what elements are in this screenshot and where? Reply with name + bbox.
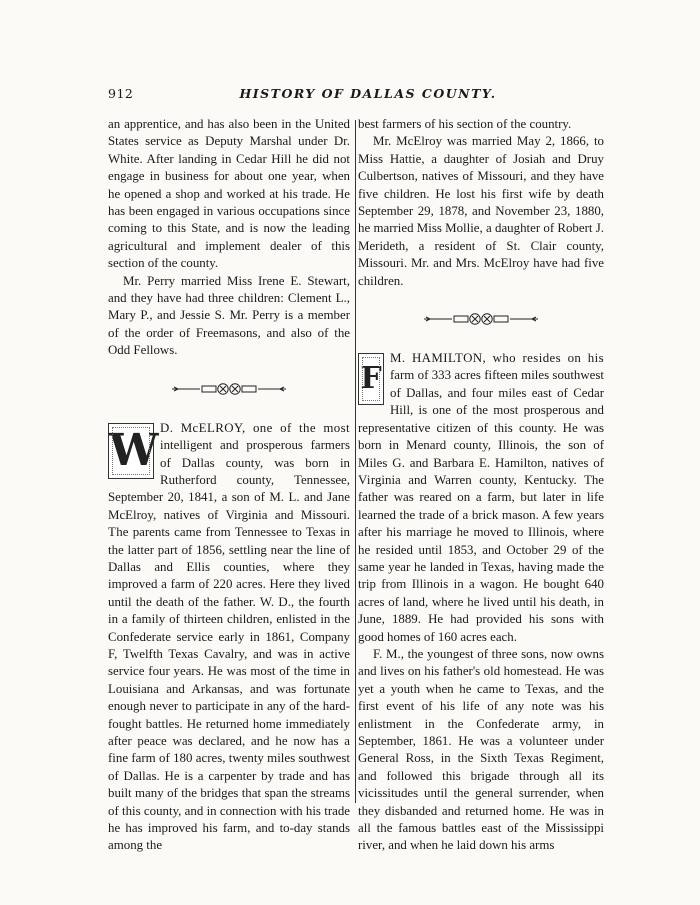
biography-mcelroy-text: D. McELROY, one of the most intelligent and prosperous farmers of Dallas county, was born in Rutherford county, Tennessee, September 20, 1841, a son of M. L. and Jane McElroy, natives of Virginia and Missouri. The parents came from Tennessee to Texas in the latter part of 1856, settling near the line of Dallas and Ellis counties, where they improved a farm of 220 acres. Here they lived until the death of the father. W. D., the fourth in a family of thirteen children, enlisted in the Confederate service early in 1861, Company F, Twelfth Texas Cavalry, and was in active service four years. He was most of the time in Louisiana and Arkansas, and was fortunate enough never to participate in any of the hard-fought battles. He returned home immediately after peace was declared, and he now has a fine farm of 180 acres, twenty miles southwest of Dallas. He is a carpenter by trade and has built many of the bridges that span the streams of this county, and in connection with his trade he has improved his farm, and to-day stands among the [108,420,350,853]
biography-hamilton-text: M. HAMILTON, who resides on his farm of 333 acres fifteen miles southwest of Dallas, and four miles east of Cedar Hill, is one of the most prosperous and representative citizen of this county. He was born in Menard county, Illinois, the son of Miles G. and Barbara E. Hamilton, natives of Virginia and Warren county, Kentucky. The father was reared on a farm, but later in life learned the trade of a brick mason. A few years after his marriage he moved to Illinois, where he resided until 1853, and October 29 of the same year he landed in Texas, having made the trip from Illinois in a wagon. He bought 640 acres of land, where he lived until his death, in June, 1889. He had provided his sons with good homes of 160 acres each. [358,351,604,644]
dropcap-letter: W [108,423,154,479]
paragraph-perry-marriage: Mr. Perry married Miss Irene E. Stewart, and they have had three children: Clement L., Mary P., and Jessie S. Mr. Perry is a member of the order of Freemasons, and also of the Odd Fellows. [108,273,350,358]
section-ornament [170,382,288,396]
paragraph-apprentice: an apprentice, and has also been in the United States service as Deputy Marshal under Dr. White. After landing in Cedar Hill he did not engage in business for about one year, when he opened a shop and worked at his trade. He has been engaged in various occupations since coming to this State, and is now the leading agricultural and implement dealer of this section of the county. [108,117,350,271]
page-header [108,86,628,106]
running-title: HISTORY OF DALLAS COUNTY. [239,86,497,101]
paragraph-best-farmers: best farmers of his section of the country. [358,117,572,131]
biography-mcelroy [108,420,350,855]
biography-hamilton [358,350,604,646]
paragraph-mcelroy-marriage: Mr. McElroy was married May 2, 1866, to Miss Hattie, a daughter of Josiah and Druy Culbertson, natives of Missouri, and they have five children. He lost his first wife by death September 29, 1878, and November 23, 1880, he married Miss Mollie, a daughter of Robert J. Merideth, a resident of St. Clair county, Missouri. Mr. and Mrs. McElroy have had five children. [358,134,604,288]
left-column [108,116,350,855]
column-divider [355,120,356,803]
page-number: 912 [108,86,134,101]
section-ornament [422,312,540,326]
dropcap-letter: F [358,353,384,405]
paragraph-fm-hamilton: F. M., the youngest of three sons, now owns and lives on his father's old homestead. He was yet a youth when he came to Texas, and the first event of his life of any note was his enlistment in the Confederate army, in September, 1861. He was a volunteer under General Ross, in the Sixth Texas Regiment, and followed this brigade through all its vicissitudes until the general surrender, when they disbanded and returned home. He was in all the famous battles east of the Mississippi river, and when he laid down his arms [358,646,604,853]
right-column [358,116,604,855]
